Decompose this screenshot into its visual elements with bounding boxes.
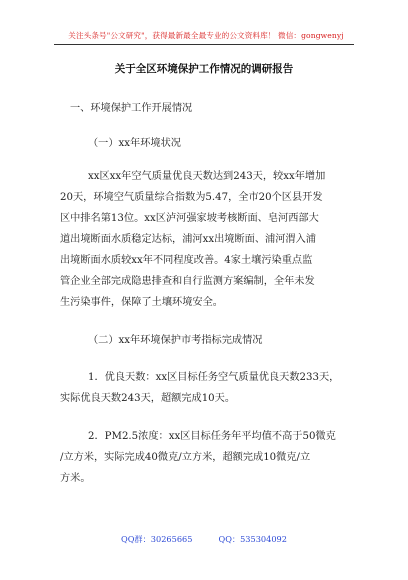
paragraph-line: 出境断面水质较xx年不同程度改善。4家土壤污染重点监: [60, 255, 313, 266]
subsection-heading: （二）xx年环境保护市考指标完成情况: [88, 335, 263, 346]
footer-qq: QQ：535304092: [218, 534, 287, 544]
footer-contacts: [0, 534, 408, 545]
paragraph-line: 道出境断面水质稳定达标，浦河xx出境断面、浦河渭入浦: [60, 234, 316, 245]
list-item-line: 2．PM2.5浓度：xx区目标任务年平均值不高于50微克: [88, 431, 336, 442]
subsection-heading: （一）xx年环境状况: [88, 138, 181, 149]
section-heading: 一、环境保护工作开展情况: [70, 103, 193, 114]
list-item-line: 1．优良天数：xx区目标任务空气质量优良天数233天，: [88, 372, 340, 383]
paragraph-line: 管企业全部完成隐患排查和自行监测方案编制，全年未发: [60, 276, 315, 287]
list-item-line: 实际优良天数243天，超额完成10天。: [60, 393, 236, 404]
footer-qq-group: QQ群：30265665: [121, 534, 193, 544]
paragraph-line: 生污染事件，保障了土壤环境安全。: [60, 297, 223, 308]
paragraph-line: 区中排名第13位。xx区泸河强家坡考核断面、皂河西部大: [60, 213, 319, 224]
document-title: 关于全区环境保护工作情况的调研报告: [114, 63, 294, 75]
header-divider: [54, 44, 354, 45]
paragraph-line: xx区xx年空气质量优良天数达到243天，较xx年增加: [88, 171, 326, 182]
list-item-line: /立方米，实际完成40微克/立方米，超额完成10微克/立: [60, 452, 311, 463]
paragraph-line: 20天，环境空气质量综合指数为5.47，全市20个区县开发: [60, 192, 323, 203]
header-banner: 关注头条号"公文研究"，获得最新最全最专业的公文资料库！ 微信：gongwenyj: [68, 31, 344, 40]
list-item-line: 方米。: [60, 473, 91, 484]
